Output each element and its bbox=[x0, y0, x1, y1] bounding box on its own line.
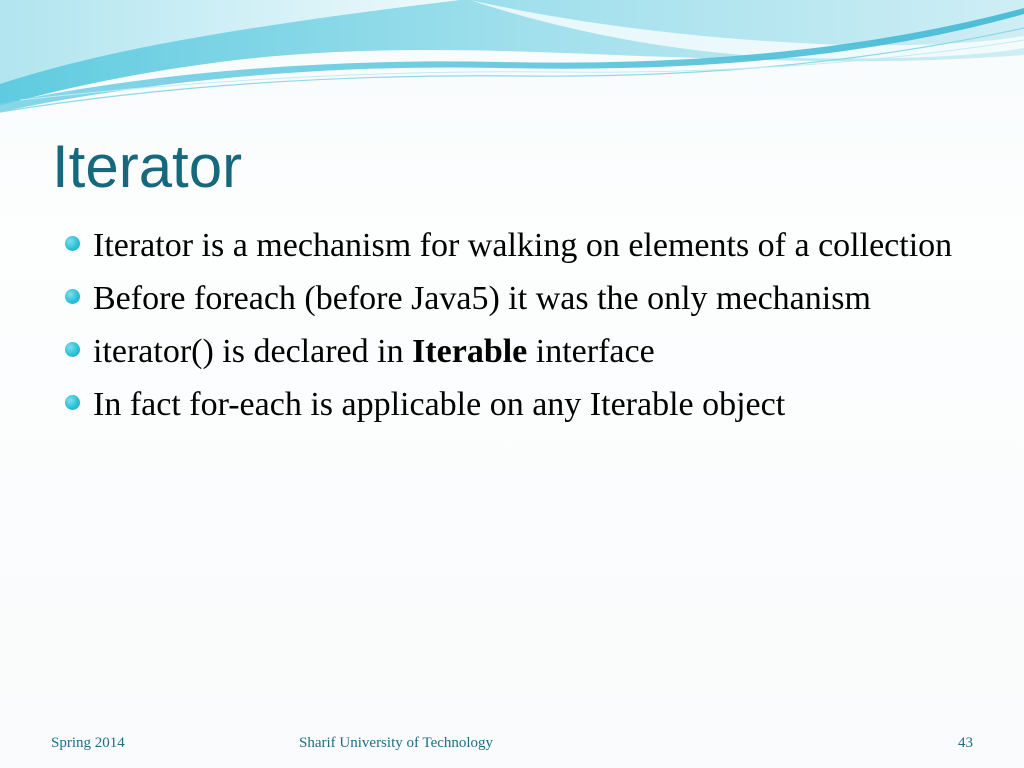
bullet-item bbox=[62, 224, 962, 268]
footer-date: Spring 2014 bbox=[51, 735, 125, 751]
header-wave-decoration bbox=[0, 0, 1024, 120]
bullet-text: Iterator is a mechanism for walking on elements of a collection bbox=[93, 227, 953, 264]
bullet-item bbox=[62, 330, 962, 374]
bullet-text: Before foreach (before Java5) it was the only mechanism bbox=[93, 280, 871, 317]
bullet-text: In fact for-each is applicable on any Iterable object bbox=[93, 386, 786, 423]
slide-title: Iterator bbox=[52, 133, 243, 200]
bullet-item bbox=[62, 383, 962, 427]
bullet-item bbox=[62, 277, 962, 321]
footer-organization: Sharif University of Technology bbox=[299, 735, 494, 751]
bullet-dot-icon bbox=[65, 236, 80, 251]
bullet-dot-icon bbox=[65, 395, 80, 410]
bullet-dot-icon bbox=[65, 289, 80, 304]
bullet-dot-icon bbox=[65, 342, 80, 357]
slide-number: 43 bbox=[958, 735, 973, 751]
bullet-list bbox=[62, 224, 962, 436]
bullet-text-bold: Iterable bbox=[412, 333, 528, 370]
bullet-text-pre: iterator() is declared in bbox=[93, 333, 413, 370]
bullet-text-post: interface bbox=[527, 333, 655, 370]
